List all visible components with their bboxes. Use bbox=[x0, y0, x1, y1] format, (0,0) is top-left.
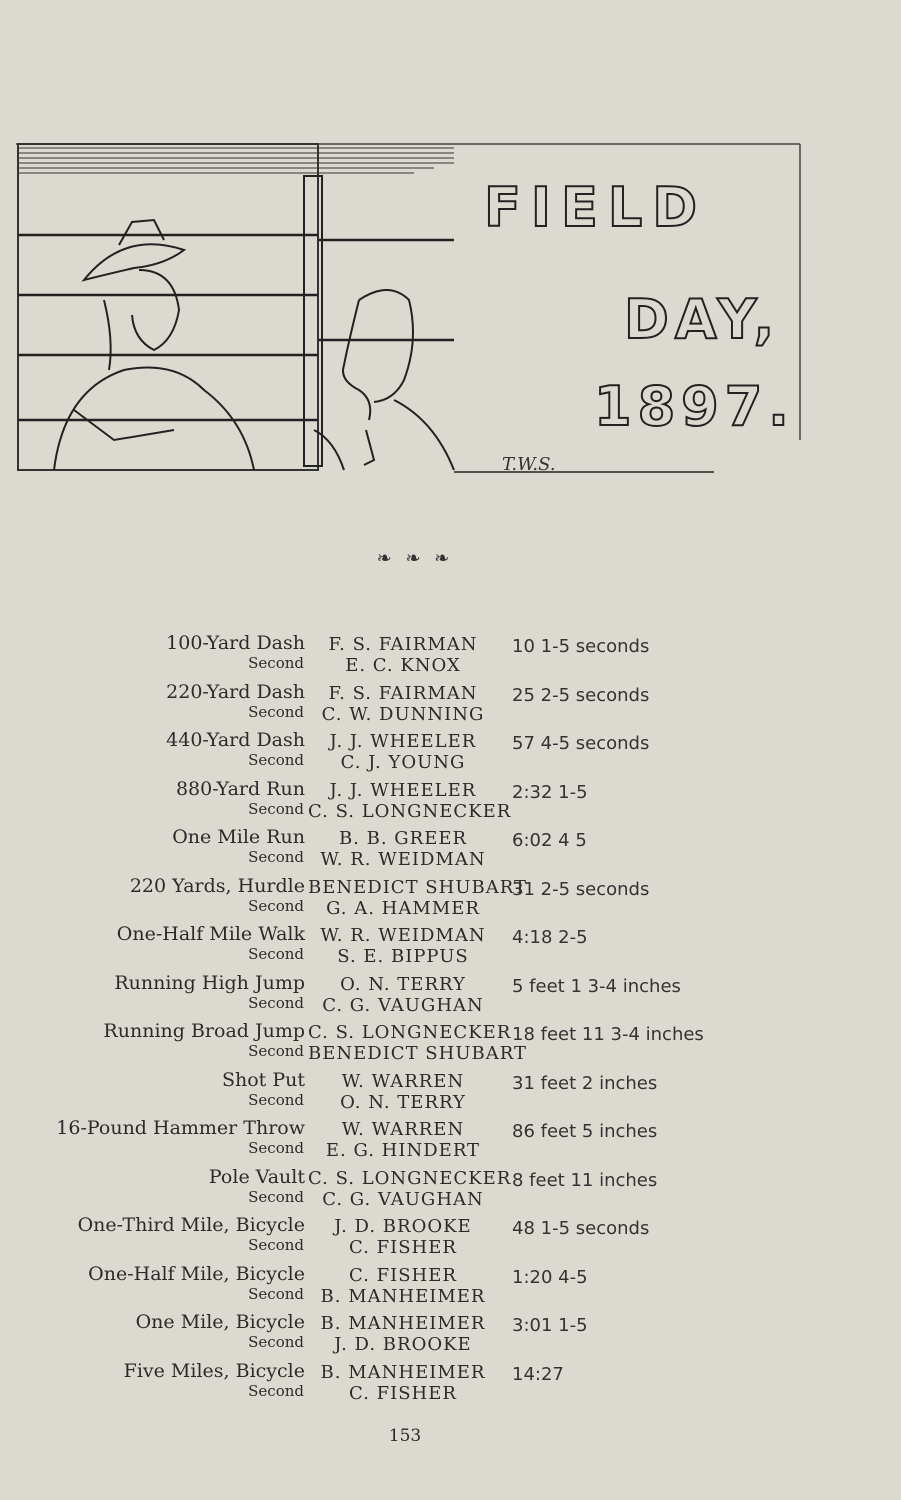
winner-name: W. R. WEIDMAN bbox=[320, 925, 486, 946]
result-row bbox=[0, 1020, 901, 1069]
winner-name: J. J. WHEELER bbox=[329, 779, 477, 801]
second-place-name: G. A. HAMMER bbox=[326, 897, 480, 919]
winner-name: W. WARREN bbox=[341, 1070, 465, 1092]
title-day: DAY, bbox=[624, 288, 781, 351]
performance: 31 feet 2 inches bbox=[512, 1072, 658, 1094]
second-place-name: J. D. BROOKE bbox=[334, 1334, 472, 1355]
winner-name: B. MANHEIMER bbox=[320, 1313, 486, 1334]
performance: 14:27 bbox=[512, 1363, 564, 1385]
second-label: Second bbox=[248, 945, 304, 963]
result-row bbox=[0, 632, 901, 681]
second-place-name: C. FISHER bbox=[349, 1382, 457, 1404]
second-label: Second bbox=[248, 751, 304, 769]
result-row bbox=[0, 875, 901, 924]
second-place-name: O. N. TERRY bbox=[340, 1091, 466, 1113]
title-field: FIELD bbox=[484, 176, 708, 239]
title-year: 1897. bbox=[594, 375, 795, 438]
winner-name: C. S. LONGNECKER bbox=[308, 1167, 512, 1189]
second-place-name: C. G. VAUGHAN bbox=[322, 1188, 484, 1210]
result-row bbox=[0, 1214, 901, 1263]
second-label: Second bbox=[248, 848, 304, 866]
second-place-name: C. FISHER bbox=[349, 1237, 457, 1258]
second-label: Second bbox=[248, 1090, 304, 1109]
event-name: 220-Yard Dash bbox=[166, 680, 305, 703]
second-place-name: S. E. BIPPUS bbox=[337, 946, 469, 967]
performance: 18 feet 11 3-4 inches bbox=[512, 1024, 704, 1045]
field-day-illustration bbox=[14, 140, 804, 480]
event-name: One-Half Mile, Bicycle bbox=[88, 1262, 305, 1285]
event-name: One-Half Mile Walk bbox=[116, 923, 305, 945]
second-label: Second bbox=[248, 1187, 304, 1206]
second-place-name: W. R. WEIDMAN bbox=[320, 849, 486, 870]
performance: 1:20 4-5 bbox=[512, 1266, 588, 1288]
second-place-name: C. S. LONGNECKER bbox=[308, 800, 512, 822]
winner-name: W. WARREN bbox=[341, 1119, 465, 1140]
second-place-name: E. C. KNOX bbox=[345, 655, 461, 676]
result-row bbox=[0, 681, 901, 730]
event-name: Running High Jump bbox=[114, 971, 305, 994]
performance: 86 feet 5 inches bbox=[512, 1121, 658, 1142]
event-name: Shot Put bbox=[221, 1068, 305, 1091]
winner-name: O. N. TERRY bbox=[340, 973, 466, 995]
result-row bbox=[0, 1263, 901, 1312]
second-label: Second bbox=[248, 993, 304, 1012]
result-row bbox=[0, 1117, 901, 1166]
second-label: Second bbox=[248, 1042, 304, 1060]
second-label: Second bbox=[248, 702, 304, 721]
page-number: 153 bbox=[388, 1426, 422, 1446]
second-label: Second bbox=[248, 799, 304, 818]
second-label: Second bbox=[248, 1284, 304, 1303]
winner-name: C. S. LONGNECKER bbox=[308, 1022, 512, 1043]
performance: 4:18 2-5 bbox=[512, 927, 588, 948]
second-place-name: BENEDICT SHUBART bbox=[308, 1043, 527, 1064]
performance: 5 feet 1 3-4 inches bbox=[512, 975, 681, 997]
second-place-name: E. G. HINDERT bbox=[325, 1140, 481, 1161]
second-label: Second bbox=[248, 654, 304, 672]
performance: 25 2-5 seconds bbox=[512, 684, 650, 706]
event-name: Five Miles, Bicycle bbox=[123, 1359, 305, 1382]
artist-signature: T.W.S. bbox=[502, 454, 556, 475]
second-label: Second bbox=[248, 1333, 304, 1351]
results-table bbox=[0, 632, 901, 1408]
performance: 2:32 1-5 bbox=[512, 781, 588, 803]
performance: 10 1-5 seconds bbox=[512, 636, 650, 657]
second-place-name: C. G. VAUGHAN bbox=[322, 994, 484, 1016]
second-label: Second bbox=[248, 1139, 304, 1157]
event-name: One-Third Mile, Bicycle bbox=[77, 1214, 305, 1236]
event-name: One Mile, Bicycle bbox=[135, 1311, 305, 1333]
winner-name: BENEDICT SHUBART bbox=[308, 876, 527, 898]
result-row bbox=[0, 972, 901, 1021]
result-row bbox=[0, 778, 901, 827]
ornament: ❧ ❧ ❧ bbox=[376, 548, 454, 569]
event-name: 100-Yard Dash bbox=[166, 632, 305, 654]
winner-name: F. S. FAIRMAN bbox=[328, 682, 478, 704]
event-name: 16-Pound Hammer Throw bbox=[56, 1117, 305, 1139]
event-name: 440-Yard Dash bbox=[166, 729, 305, 751]
performance: 3:01 1-5 bbox=[512, 1315, 588, 1336]
winner-name: J. D. BROOKE bbox=[334, 1216, 472, 1237]
performance: 8 feet 11 inches bbox=[512, 1169, 658, 1191]
result-row bbox=[0, 1069, 901, 1118]
winner-name: J. J. WHEELER bbox=[329, 731, 477, 752]
second-label: Second bbox=[248, 1236, 304, 1254]
winner-name: C. FISHER bbox=[349, 1264, 457, 1286]
performance: 57 4-5 seconds bbox=[512, 733, 650, 754]
result-row bbox=[0, 1360, 901, 1409]
second-place-name: C. J. YOUNG bbox=[340, 752, 466, 773]
winner-name: F. S. FAIRMAN bbox=[328, 634, 478, 655]
second-place-name: B. MANHEIMER bbox=[320, 1285, 486, 1307]
winner-name: B. MANHEIMER bbox=[320, 1361, 486, 1383]
event-name: 220 Yards, Hurdle bbox=[129, 874, 305, 897]
winner-name: B. B. GREER bbox=[338, 828, 468, 849]
second-label: Second bbox=[248, 896, 304, 915]
performance: 31 2-5 seconds bbox=[512, 878, 650, 900]
result-row bbox=[0, 1311, 901, 1360]
performance: 6:02 4 5 bbox=[512, 830, 587, 851]
event-name: One Mile Run bbox=[172, 826, 305, 848]
result-row bbox=[0, 826, 901, 875]
event-name: 880-Yard Run bbox=[175, 777, 305, 800]
performance: 48 1-5 seconds bbox=[512, 1218, 650, 1239]
result-row bbox=[0, 729, 901, 778]
result-row bbox=[0, 923, 901, 972]
second-label: Second bbox=[248, 1381, 304, 1400]
event-name: Pole Vault bbox=[208, 1165, 305, 1188]
second-place-name: C. W. DUNNING bbox=[321, 703, 485, 725]
result-row bbox=[0, 1166, 901, 1215]
event-name: Running Broad Jump bbox=[103, 1020, 305, 1042]
